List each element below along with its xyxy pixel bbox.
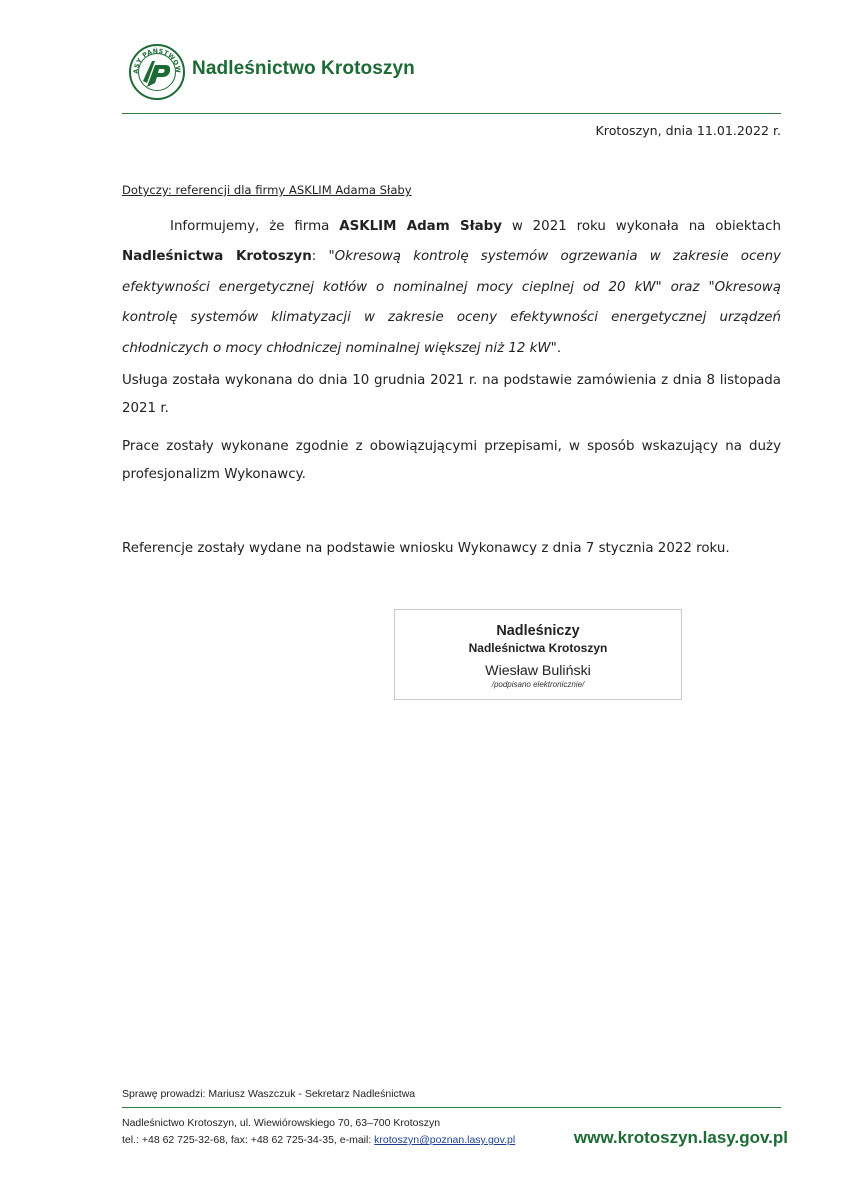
- lasy-panstwowe-logo: [128, 43, 186, 101]
- signature-note: /podpisano elektronicznie/: [491, 680, 585, 689]
- svg-text:LASY PAŃSTWOWE: ASY PAŃSTWOW: [132, 47, 182, 74]
- paragraph-4: Referencje zostały wydane na podstawie wniosku Wykonawcy z dnia 7 stycznia 2022 roku.: [122, 541, 730, 556]
- website-link[interactable]: www.krotoszyn.lasy.gov.pl: [573, 1128, 788, 1147]
- signer-name: Wiesław Buliński: [485, 663, 591, 679]
- p1-firm: ASKLIM Adam Słaby: [339, 219, 502, 234]
- header-divider: [122, 113, 781, 114]
- contact-details: tel.: +48 62 725-32-68, fax: +48 62 725-34-35, e-mail:: [122, 1134, 375, 1146]
- paragraph-1: [122, 212, 781, 364]
- signer-institution: Nadleśnictwa Krotoszyn: [468, 641, 608, 655]
- paragraph-2: Usługa została wykonana do dnia 10 grudnia 2021 r. na podstawie zamówienia z dnia 8 listopada 2021 r.: [122, 373, 781, 416]
- footer-divider: [122, 1107, 781, 1108]
- footer-address: Nadleśnictwo Krotoszyn, ul. Wiewiórowskiego 70, 63–700 Krotoszyn: [122, 1117, 441, 1129]
- handled-by: Sprawę prowadzi: Mariusz Waszczuk - Sekretarz Nadleśnictwa: [122, 1088, 416, 1100]
- p1-mid: w 2021 roku wykonała na obiektach: [501, 219, 781, 234]
- p1-colon: :: [311, 249, 329, 265]
- letter-subject: Dotyczy: referencji dla firmy ASKLIM Adama Słaby: [122, 183, 412, 197]
- org-name: Nadleśnictwo Krotoszyn: [192, 58, 415, 79]
- p1-intro: Informujemy, że firma: [170, 219, 340, 234]
- signature-box: [394, 609, 682, 700]
- email-link[interactable]: krotoszyn@poznan.lasy.gov.pl: [374, 1134, 516, 1146]
- p1-org: Nadleśnictwa Krotoszyn: [122, 249, 312, 265]
- p1-end: .: [556, 340, 562, 356]
- paragraph-3: Prace zostały wykonane zgodnie z obowiązującymi przepisami, w sposób wskazujący na duży profesjonalizm Wykonawcy.: [122, 439, 781, 482]
- footer-contact: [122, 1134, 515, 1146]
- signer-role: Nadleśniczy: [496, 623, 580, 639]
- p1-quote: "Okresową kontrolę systemów ogrzewania w zakresie oceny efektywności energetycznej kotłów o nominalnej mocy cieplnej od 20 kW" oraz "Okresową kontrolę systemów klimatyzacji w zakresie oceny efektywności energetycznej urządzeń chłodniczych o mocy chłodniczej nominalnej większej niż 12 kW": [122, 249, 781, 356]
- letter-date: Krotoszyn, dnia 11.01.2022 r.: [595, 123, 781, 138]
